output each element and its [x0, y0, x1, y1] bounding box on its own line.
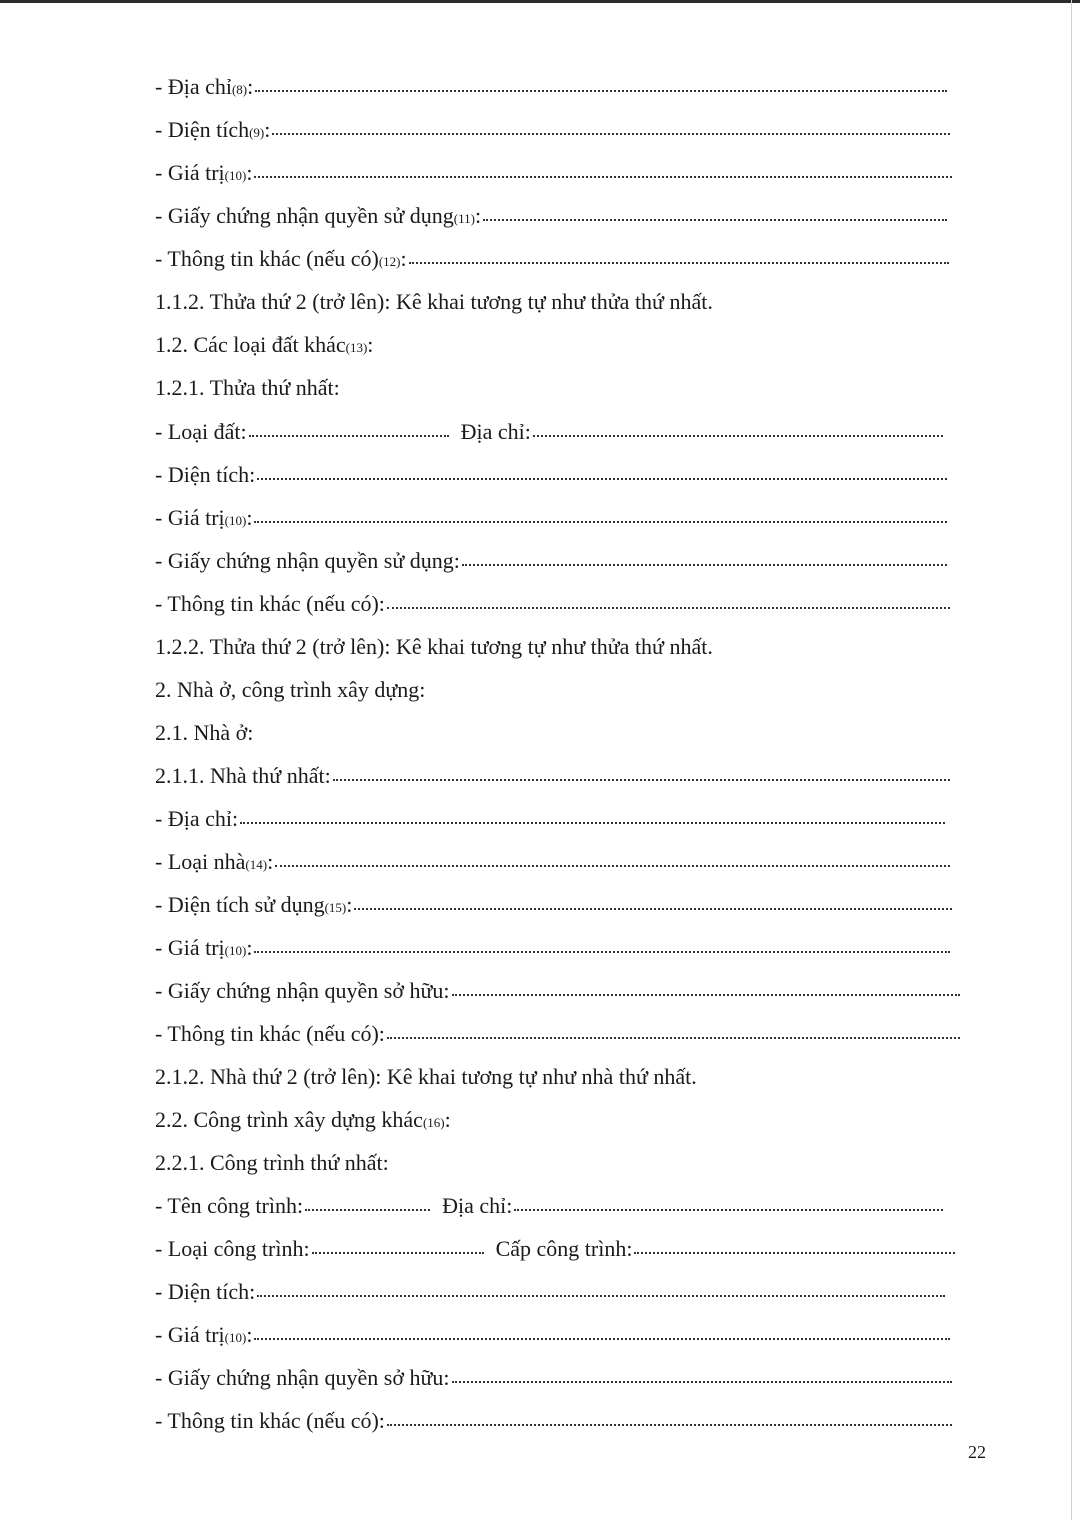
field-label: Địa chỉ: — [442, 1193, 513, 1218]
fill-in-blank[interactable] — [462, 563, 947, 566]
field-label: - Thông tin khác (nếu có): — [155, 1408, 385, 1433]
section-1-2-2 — [155, 632, 713, 662]
fill-in-blank[interactable] — [387, 606, 950, 609]
field-label: - Giá trị — [155, 160, 225, 185]
field-label: - Giấy chứng nhận quyền sử dụng: — [155, 548, 460, 573]
fill-in-blank[interactable] — [254, 520, 947, 523]
fill-in-blank[interactable] — [240, 821, 945, 824]
page-number: 22 — [968, 1442, 986, 1462]
field-label: - Giá trị — [155, 1322, 225, 1347]
field-land-type-address — [155, 417, 943, 447]
fill-in-blank[interactable] — [254, 175, 952, 178]
field-work-type-grade — [155, 1234, 955, 1264]
fill-in-blank[interactable] — [387, 1423, 952, 1426]
field-label: - Giá trị — [155, 935, 225, 960]
paragraph-text: 1.2.2. Thửa thứ 2 (trở lên): Kê khai tương tự như thửa thứ nhất. — [155, 634, 713, 659]
field-label: - Giấy chứng nhận quyền sở hữu: — [155, 978, 450, 1003]
field-area: - Diện tích (9) : — [155, 115, 950, 145]
fill-in-blank[interactable] — [483, 218, 947, 221]
fill-in-blank[interactable] — [275, 864, 950, 867]
field-other-info — [155, 1406, 952, 1436]
field-label: - Thông tin khác (nếu có): — [155, 591, 385, 616]
field-label: - Địa chỉ: — [155, 806, 239, 831]
fill-in-blank[interactable] — [255, 89, 947, 92]
paragraph-text: 1.1.2. Thửa thứ 2 (trở lên): Kê khai tương tự như thửa thứ nhất. — [155, 289, 713, 314]
field-work-name-address — [155, 1191, 943, 1221]
field-area — [155, 1277, 945, 1307]
field-value: - Giá trị (10) : — [155, 503, 947, 533]
fill-in-blank[interactable] — [409, 261, 949, 264]
paragraph-text: 2.1.2. Nhà thứ 2 (trở lên): Kê khai tương tự như nhà thứ nhất. — [155, 1064, 697, 1089]
section-2-1-2 — [155, 1062, 697, 1092]
field-value: - Giá trị (10) : — [155, 933, 950, 963]
field-label: - Thông tin khác (nếu có) — [155, 246, 379, 271]
field-other-info — [155, 589, 950, 619]
field-land-use-certificate — [155, 546, 947, 576]
fill-in-blank[interactable] — [452, 1380, 952, 1383]
field-label: - Diện tích sử dụng — [155, 892, 325, 917]
field-area — [155, 460, 947, 490]
page-right-edge — [1071, 0, 1072, 1520]
field-value: - Giá trị (10) : — [155, 158, 952, 188]
fill-in-blank[interactable] — [387, 1036, 960, 1039]
field-first-house — [155, 761, 950, 791]
field-label: Địa chỉ: — [460, 419, 531, 444]
section-1-2-1 — [155, 373, 340, 403]
field-label: - Giấy chứng nhận quyền sở hữu: — [155, 1365, 450, 1390]
field-label: - Diện tích — [155, 117, 250, 142]
field-value: - Giá trị (10) : — [155, 1320, 950, 1350]
field-label: - Giá trị — [155, 505, 225, 530]
field-other-info: - Thông tin khác (nếu có) (12) : — [155, 244, 949, 274]
section-2-heading — [155, 675, 425, 705]
fill-in-blank[interactable] — [254, 1337, 950, 1340]
fill-in-blank[interactable] — [452, 993, 960, 996]
fill-in-blank[interactable] — [514, 1208, 943, 1211]
field-label: - Loại công trình: — [155, 1236, 310, 1261]
field-label: - Loại nhà — [155, 849, 246, 874]
fill-in-blank[interactable] — [254, 950, 950, 953]
field-label: - Diện tích: — [155, 462, 256, 487]
paragraph-text: 2.2.1. Công trình thứ nhất: — [155, 1150, 389, 1175]
section-1-1-2 — [155, 287, 713, 317]
paragraph-text: 2.2. Công trình xây dựng khác — [155, 1107, 423, 1132]
field-label: - Thông tin khác (nếu có): — [155, 1021, 385, 1046]
paragraph-text: 2. Nhà ở, công trình xây dựng: — [155, 677, 426, 702]
section-2-2-1 — [155, 1148, 389, 1178]
paragraph-text: 1.2.1. Thửa thứ nhất: — [155, 375, 340, 400]
paragraph-text: 1.2. Các loại đất khác — [155, 332, 346, 357]
field-other-info — [155, 1019, 960, 1049]
field-label: - Diện tích: — [155, 1279, 256, 1304]
field-ownership-certificate — [155, 1363, 952, 1393]
field-label: - Loại đất: — [155, 419, 247, 444]
paragraph-text: 2.1. Nhà ở: — [155, 720, 254, 745]
fill-in-blank[interactable] — [312, 1251, 484, 1254]
field-label: Cấp công trình: — [495, 1236, 633, 1261]
field-address — [155, 804, 945, 834]
field-label: - Tên công trình: — [155, 1193, 304, 1218]
field-address: - Địa chỉ (8) : — [155, 72, 947, 102]
fill-in-blank[interactable] — [533, 434, 943, 437]
fill-in-blank[interactable] — [305, 1208, 430, 1211]
field-house-type: - Loại nhà (14) : — [155, 847, 950, 877]
section-1-2-heading: 1.2. Các loại đất khác (13) : — [155, 330, 373, 360]
section-2-1-heading — [155, 718, 253, 748]
field-usable-area: - Diện tích sử dụng (15) : — [155, 890, 952, 920]
field-label: 2.1.1. Nhà thứ nhất: — [155, 763, 331, 788]
fill-in-blank[interactable] — [272, 132, 950, 135]
field-land-use-certificate: - Giấy chứng nhận quyền sử dụng (11) : — [155, 201, 947, 231]
fill-in-blank[interactable] — [354, 907, 952, 910]
fill-in-blank[interactable] — [257, 1294, 945, 1297]
field-label: - Giấy chứng nhận quyền sử dụng — [155, 203, 454, 228]
field-label: - Địa chỉ — [155, 74, 232, 99]
page-top-edge — [0, 0, 1080, 3]
fill-in-blank[interactable] — [333, 778, 950, 781]
fill-in-blank[interactable] — [257, 477, 947, 480]
fill-in-blank[interactable] — [634, 1251, 955, 1254]
field-ownership-certificate — [155, 976, 960, 1006]
fill-in-blank[interactable] — [249, 434, 449, 437]
section-2-2-heading: 2.2. Công trình xây dựng khác (16) : — [155, 1105, 451, 1135]
